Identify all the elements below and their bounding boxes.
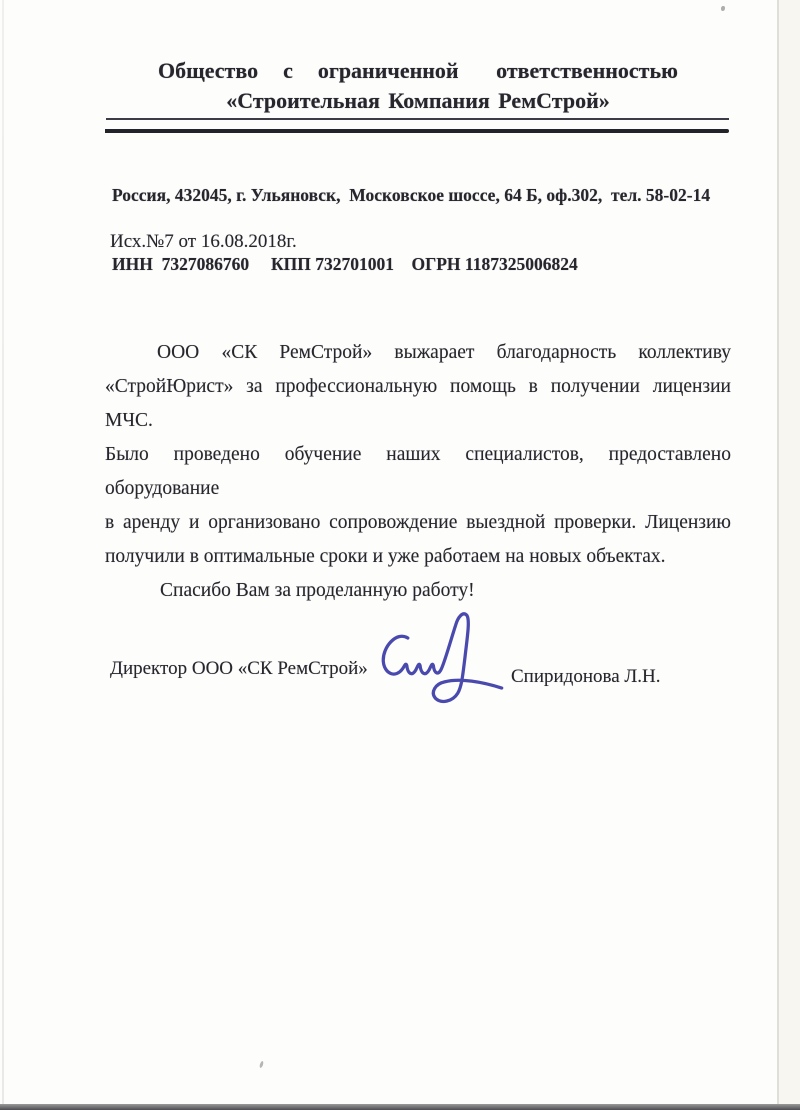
letter-body: [105, 336, 731, 608]
signature-icon: [368, 604, 516, 722]
body-line: Было проведено обучение наших специалистов, предоставлено оборудование: [105, 444, 731, 499]
address-line: Россия, 432045, г. Ульяновск, Московское шоссе, 64 Б, оф.302, тел. 58-02-14: [112, 185, 711, 205]
body-line: ООО «СК РемСтрой» выжарает благодарность коллективу: [157, 342, 731, 363]
letterhead-rule-thin: [106, 118, 729, 120]
handwritten-signature: [368, 604, 516, 722]
body-line: «СтройЮрист» за профессиональную помощь в получении лицензии МЧС.: [105, 376, 731, 431]
contact-block: [112, 138, 732, 322]
outgoing-number-line: Исх.№7 от 16.08.2018г.: [110, 231, 297, 252]
requisites-line: ИНН 7327086760 КПП 732701001 ОГРН 1187325006824: [112, 254, 578, 274]
scan-speck: [721, 6, 725, 11]
body-line: получили в оптимальные сроки и уже работаем на новых объектах.: [105, 546, 666, 567]
scan-edge-left: [2, 0, 4, 1110]
signer-name: Спиридонова Л.Н.: [511, 666, 661, 687]
scan-edge-right-line: [777, 0, 779, 1110]
letterhead-rule-thick: [105, 129, 729, 133]
closing-line: Спасибо Вам за проделанную работу!: [160, 580, 475, 601]
org-name-line: «Строительная Компания РемСтрой»: [226, 88, 610, 113]
signer-role: Директор ООО «СК РемСтрой»: [110, 658, 368, 679]
scan-speck: [259, 1061, 264, 1069]
body-line: в аренду и организовано сопровождение выездной проверки. Лицензию: [105, 512, 731, 533]
scan-edge-right-band: [779, 0, 800, 1110]
org-type-line: Общество с ограниченной ответственностью: [158, 58, 678, 83]
letterhead: [105, 55, 731, 116]
scan-edge-bottom: [0, 1104, 800, 1110]
